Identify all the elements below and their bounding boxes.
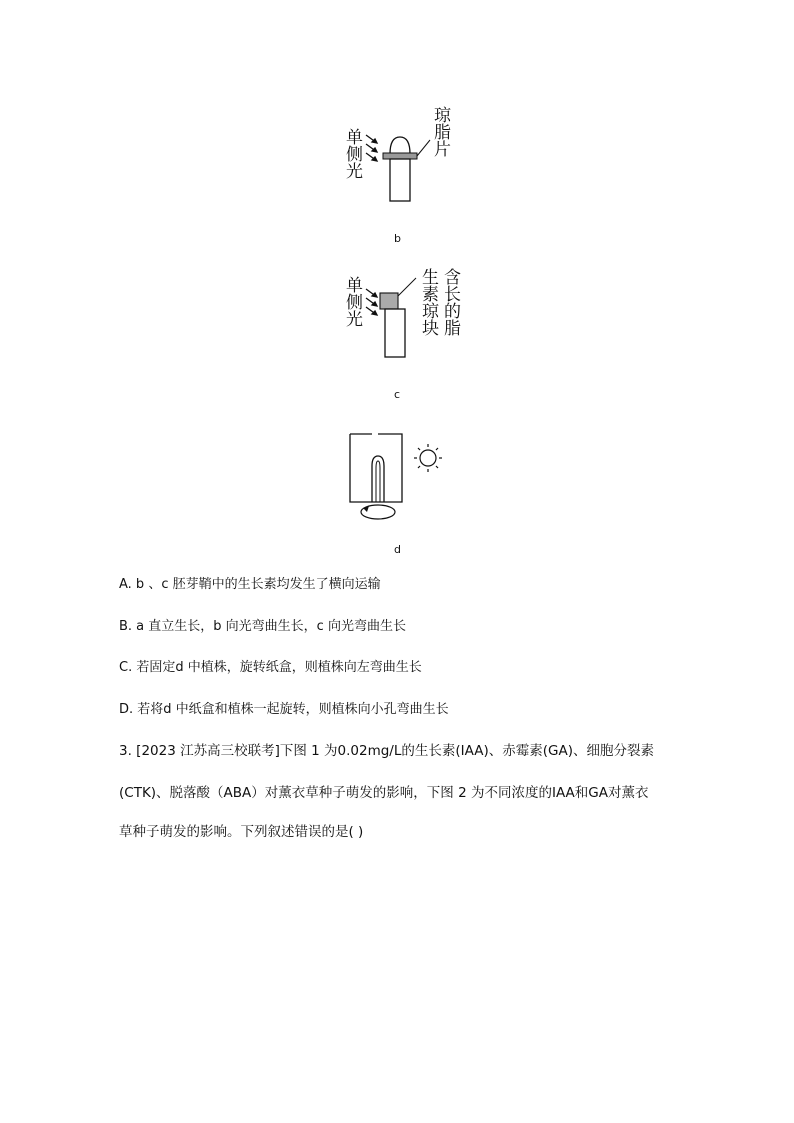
sun-icon <box>414 444 442 472</box>
option-b: B. a 直立生长，b 向光弯曲生长，c 向光弯曲生长 <box>119 619 406 634</box>
figure-b-caption: b <box>394 232 401 245</box>
question-3-line-3: 草种子萌发的影响。下列叙述错误的是( ) <box>119 824 364 840</box>
agar-sheet <box>383 153 417 159</box>
option-d: D. 若将d 中纸盒和植株一起旋转，则植株向小孔弯曲生长 <box>119 702 449 717</box>
coleoptile-base <box>390 159 410 201</box>
light-arrows-icon <box>366 289 377 315</box>
question-3-line-2: (CTK)、脱落酸（ABA）对薰衣草种子萌发的影响，下图 2 为不同浓度的IAA和GA对薰衣 <box>119 785 649 801</box>
unilateral-light-label: 单侧光 <box>342 128 362 179</box>
figure-d-diagram <box>340 428 450 528</box>
unilateral-light-label: 单侧光 <box>342 276 362 327</box>
figure-c-caption: c <box>394 388 401 401</box>
figure-b <box>330 100 470 210</box>
light-arrows-icon <box>366 135 377 161</box>
coleoptile-stump <box>385 309 405 357</box>
agar-block-label-col2: 生素琼块 <box>418 268 438 336</box>
auxin-agar-block <box>380 293 398 309</box>
agar-sheet-label: 琼脂片 <box>430 106 450 157</box>
figure-d-caption: d <box>394 543 401 556</box>
figure-d <box>340 428 450 528</box>
question-3-line-1: 3. [2023 江苏高三校联考]下图 1 为0.02mg/L的生长素(IAA)、赤霉素(GA)、细胞分裂素 <box>119 743 654 759</box>
seedling <box>372 456 384 502</box>
option-a: A. b 、c 胚芽鞘中的生长素均发生了横向运输 <box>119 577 381 592</box>
figure-c <box>330 262 470 362</box>
agar-block-label-col1: 含长的脂 <box>440 268 460 336</box>
coleoptile-tip <box>390 137 410 154</box>
option-c: C. 若固定d 中植株，旋转纸盒，则植株向左弯曲生长 <box>119 660 422 675</box>
